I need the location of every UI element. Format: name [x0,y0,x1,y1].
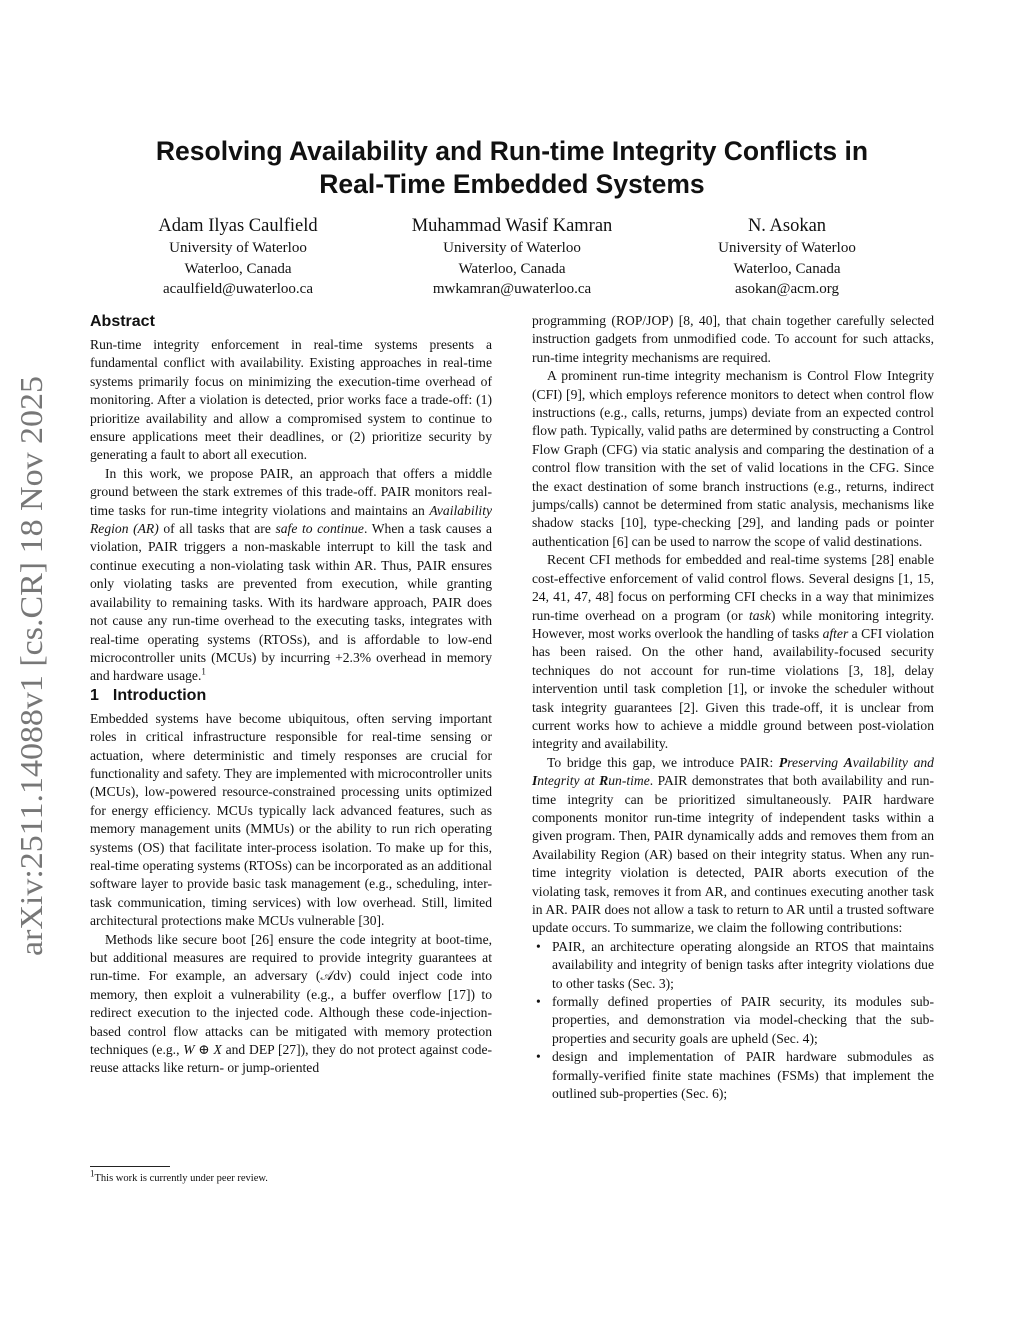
math-expression: W ⊕ X [183,1042,222,1058]
acronym-word: reserving [787,754,844,770]
author-location: Waterloo, Canada [184,260,292,277]
intro-text: and DEP [27]), they do not protect against code-reuse attacks like return- or jump-oriented [90,1042,492,1076]
author-affiliation: University of Waterloo [718,240,856,256]
left-column [90,312,492,1078]
author-3 [637,214,937,300]
contributions-list [532,938,934,1104]
arxiv-identifier-text: arXiv:2511.14088v1 [cs.CR] 18 Nov 2025 [13,409,49,956]
author-name: Adam Ilyas Caulfield [158,216,318,236]
contribution-item: • formally defined properties of PAIR security, its modules sub-properties, and demonstration via model-checking that the sub-properties and security goals are upheld (Sec. 4); [552,993,934,1048]
author-block [0,214,1024,304]
abstract-emphasis: safe to continue [275,521,364,537]
author-affiliation: University of Waterloo [443,240,581,256]
author-email: asokan@acm.org [735,281,839,297]
author-2 [362,214,662,300]
title-line-1: Resolving Availability and Run-time Integrity Conflicts in [155,136,869,166]
abstract-paragraph-1: Run-time integrity enforcement in real-time systems presents a fundamental conflict with availability. Existing approaches in real-time systems primarily focus on minimizing the execution-time overhead of monitoring. After a violation is detected, prior works face a trade-off: (1) prioritize availability and allow a compromised system to continue to ensure applications meet their deadlines, or (2) prioritize security by generating a fault to abort all execution. [90,337,492,463]
footnote-text: This work is currently under peer review. [94,1173,268,1184]
title-line-2: Real-Time Embedded Systems [319,169,705,199]
contribution-item: • PAIR, an architecture operating alongside an RTOS that maintains availability and integrity of benign tasks after integrity violations due to other tasks (Sec. 3); [552,938,934,993]
abstract-text: of all tasks that are [158,521,276,537]
intro-text: ) could inject code into memory, then exploit a vulnerability (e.g., a buffer overflow [17]) to redirect execution to the injected code. Although these code-injection-based control flow attacks can be mitigated with memory protection techniques (e.g., [90,968,493,1058]
acronym-word: un-time [608,773,650,789]
body-emphasis: task [748,607,771,623]
author-affiliation: University of Waterloo [169,240,307,256]
footnote-rule [90,1166,170,1167]
right-paragraph-3 [532,754,934,938]
contribution-item: • design and implementation of PAIR hardware submodules as formally-verified finite state machines (FSMs) that implement the outlined sub-properties (Sec. 6); [552,1048,934,1103]
section-number: 1 [90,686,99,704]
footnote-number: 1 [90,1168,95,1179]
abstract-emphasis: Availability Region (AR) [90,502,492,537]
abstract-text: . When a task causes a violation, PAIR triggers a non-maskable interrupt to kill the task and continue executing a non-violating task within AR. Thus, PAIR ensures only violating tasks are prevented from execution, while granting availability to remaining tasks. With its hardware approach, PAIR does not cause any run-time overhead to the executing tasks, integrates with real-time operating systems (RTOSs), and is affordable to low-end microcontroller units (MCUs) by incurring +2.3% overhead in memory and hardware usage. [90,521,493,684]
acronym-word: ntegrity at [537,773,600,789]
paper-title [60,135,964,201]
acronym-letter: R [599,773,609,789]
footnote [90,1168,268,1186]
acronym-letter: I [532,773,538,789]
body-emphasis: after [822,625,849,641]
abstract-text: In this work, we propose PAIR, an approach that offers a middle ground between the stark extremes of this trade-off. PAIR monitors real-time tasks for run-time integrity violations and maintains an [90,465,492,518]
abstract-paragraph-2 [90,465,492,686]
acronym-word: vailability [852,754,908,770]
author-location: Waterloo, Canada [458,260,566,277]
acronym-letter: A [843,754,853,770]
author-email: acaulfield@uwaterloo.ca [163,281,313,297]
intro-paragraph-2 [90,931,492,1078]
footnote-marker[interactable]: 1 [201,666,206,677]
right-column [532,312,934,1103]
intro-paragraph-1: Embedded systems have become ubiquitous, often serving important roles in critical infrastructure responsible for real-time sensing or actuation, where deterministic and timely responses are crucial for functionality and safety. They are implemented with microcontroller units (MCUs), low-powered resource-constrained processing units optimized for energy efficiency. MCUs typically lack advanced features, such as memory management units (MMUs) or the ability to run rich operating systems (OS) that facilitate inter-process isolation. To make up for this, real-time operating systems (RTOSs) can be incorporated as an additional software layer to provide basic task management (e.g., scheduling, inter-task communication, timing services) with low overhead. Still, limited architectural protections make MCUs vulnerable [30]. [90,710,492,929]
acronym-word: and [907,754,934,770]
abstract-heading: Abstract [90,313,155,330]
author-name: N. Asokan [747,216,827,236]
acronym-letter: P [778,754,788,770]
right-paragraph-1: A prominent run-time integrity mechanism is Control Flow Integrity (CFI) [9], which employs reference monitors to detect when control flow instructions (e.g., calls, returns, jumps) deviate from an expected control flow path. Typically, valid paths are determined by constructing a Control Flow Graph (CFG) via static analysis and comparing the destination of a control flow transition with the set of valid locations in the CFG. Since the exact destination of some branch instructions (e.g., returns, indirect jumps/calls) cannot be determined from static analysis, mechanisms like shadow stacks [10], type-checking [29], and landing pads or pointer authentication [6] can be used to narrow the scope of valid destinations. [532,368,934,549]
right-paragraph-0: programming (ROP/JOP) [8, 40], that chain together carefully selected instruction gadgets from unmodified code. To account for such attacks, run-time integrity mechanisms are required. [532,313,934,365]
body-text: To bridge this gap, we introduce PAIR: [547,754,779,770]
arxiv-identifier [4,370,54,960]
body-text: . PAIR demonstrates that both availability and run-time integrity can be prioritized simultaneously. PAIR hardware components monitor run-time integrity of independent tasks within a given program. Then, PAIR dynamically adds and removes them from an Availability Region (AR) based on their integrity status. When any run-time integrity violation is detected, PAIR aborts execution of the violating task, removes it from AR, and continues executing another task in AR. PAIR does not allow a task to return to AR until a trusted software update occurs. To summarize, we claim the following contributions: [532,773,934,936]
introduction-heading [90,686,492,706]
right-paragraph-2 [532,551,934,753]
author-email: mwkamran@uwaterloo.ca [432,281,592,297]
author-location: Waterloo, Canada [733,260,841,277]
section-title: Introduction [112,686,207,704]
adversary-symbol: 𝒜dv [320,968,347,984]
author-name: Muhammad Wasif Kamran [411,216,613,236]
body-text: ) while monitoring integrity. However, most works overlook the handling of tasks [532,607,934,641]
body-text: Recent CFI methods for embedded and real-time systems [28] enable cost-effective enforcement of valid control flows. Several designs [1, 15, 24, 41, 47, 48] focus on performing CFI checks in a way that minimizes run-time overhead on a program (or [532,552,934,623]
intro-text: Methods like secure boot [26] ensure the code integrity at boot-time, but additional measures are required to provide integrity guarantees at run-time. For example, an adversary ( [90,931,492,984]
author-1 [88,214,388,300]
body-text: a CFI violation has been raised. On the other hand, availability-focused security techniques do not account for run-time violations [3, 18], delay intervention until task completion [1], or invoke the scheduler without task integrity guarantees [2]. Given this trade-off, it is unclear from current works how to achieve a middle ground between post-violation integrity and availability. [532,625,934,752]
